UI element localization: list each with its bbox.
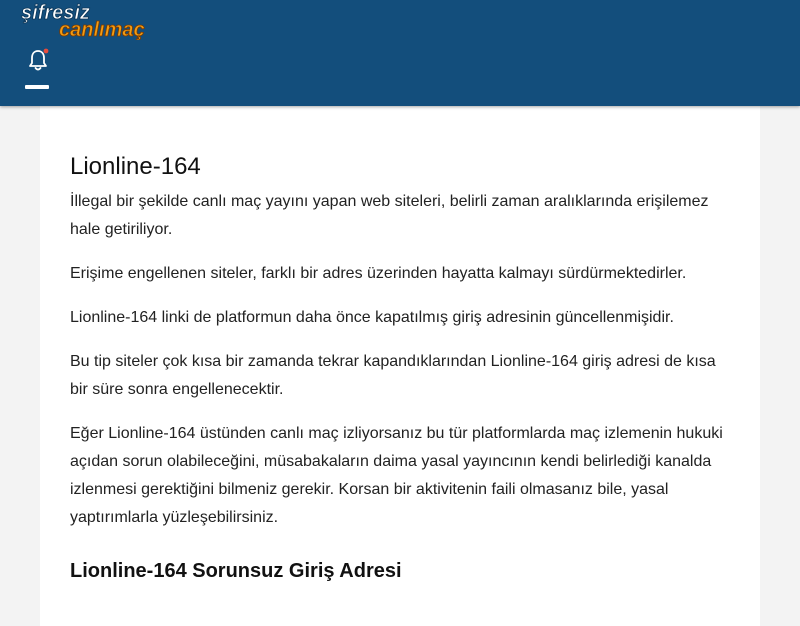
bell-icon	[27, 48, 49, 72]
article-paragraph: Bu tip siteler çok kısa bir zamanda tekrar kapandıklarından Lionline-164 giriş adresi de kısa bir süre sonra engellenecektir.	[70, 353, 716, 398]
notification-badge	[44, 49, 49, 54]
article-title: Lionline-164	[70, 153, 201, 180]
menu-toggle-button[interactable]	[25, 85, 49, 97]
site-logo[interactable]	[19, 2, 169, 40]
hamburger-menu-icon	[25, 85, 49, 89]
site-header	[0, 0, 800, 106]
logo-text-bottom: canlımaç	[59, 19, 145, 40]
article-paragraph: Erişime engellenen siteler, farklı bir adres üzerinden hayatta kalmayı sürdürmektedirler.	[70, 265, 687, 282]
article-paragraph: Lionline-164 linki de platformun daha önce kapatılmış giriş adresinin güncellenmişidir.	[70, 309, 674, 326]
article-content	[40, 106, 760, 626]
logo-text-top: şifresiz	[21, 2, 90, 24]
article-paragraph: İllegal bir şekilde canlı maç yayını yapan web siteleri, belirli zaman aralıklarında erişilemez hale getiriliyor.	[70, 193, 709, 238]
notification-button[interactable]	[27, 48, 49, 72]
article-paragraph: Eğer Lionline-164 üstünden canlı maç izliyorsanız bu tür platformlarda maç izlemenin hukuki açıdan sorun olabileceğini, müsabakaların daima yasal yayıncının kendi belirlediği kanalda izlenmesi gerektiğini bilmeniz gerekir. Korsan bir aktivitenin faili olmasanız bile, yasal yaptırımlarla yüzleşebilirsiniz.	[70, 425, 723, 526]
article-subheading: Lionline-164 Sorunsuz Giriş Adresi	[70, 560, 402, 582]
